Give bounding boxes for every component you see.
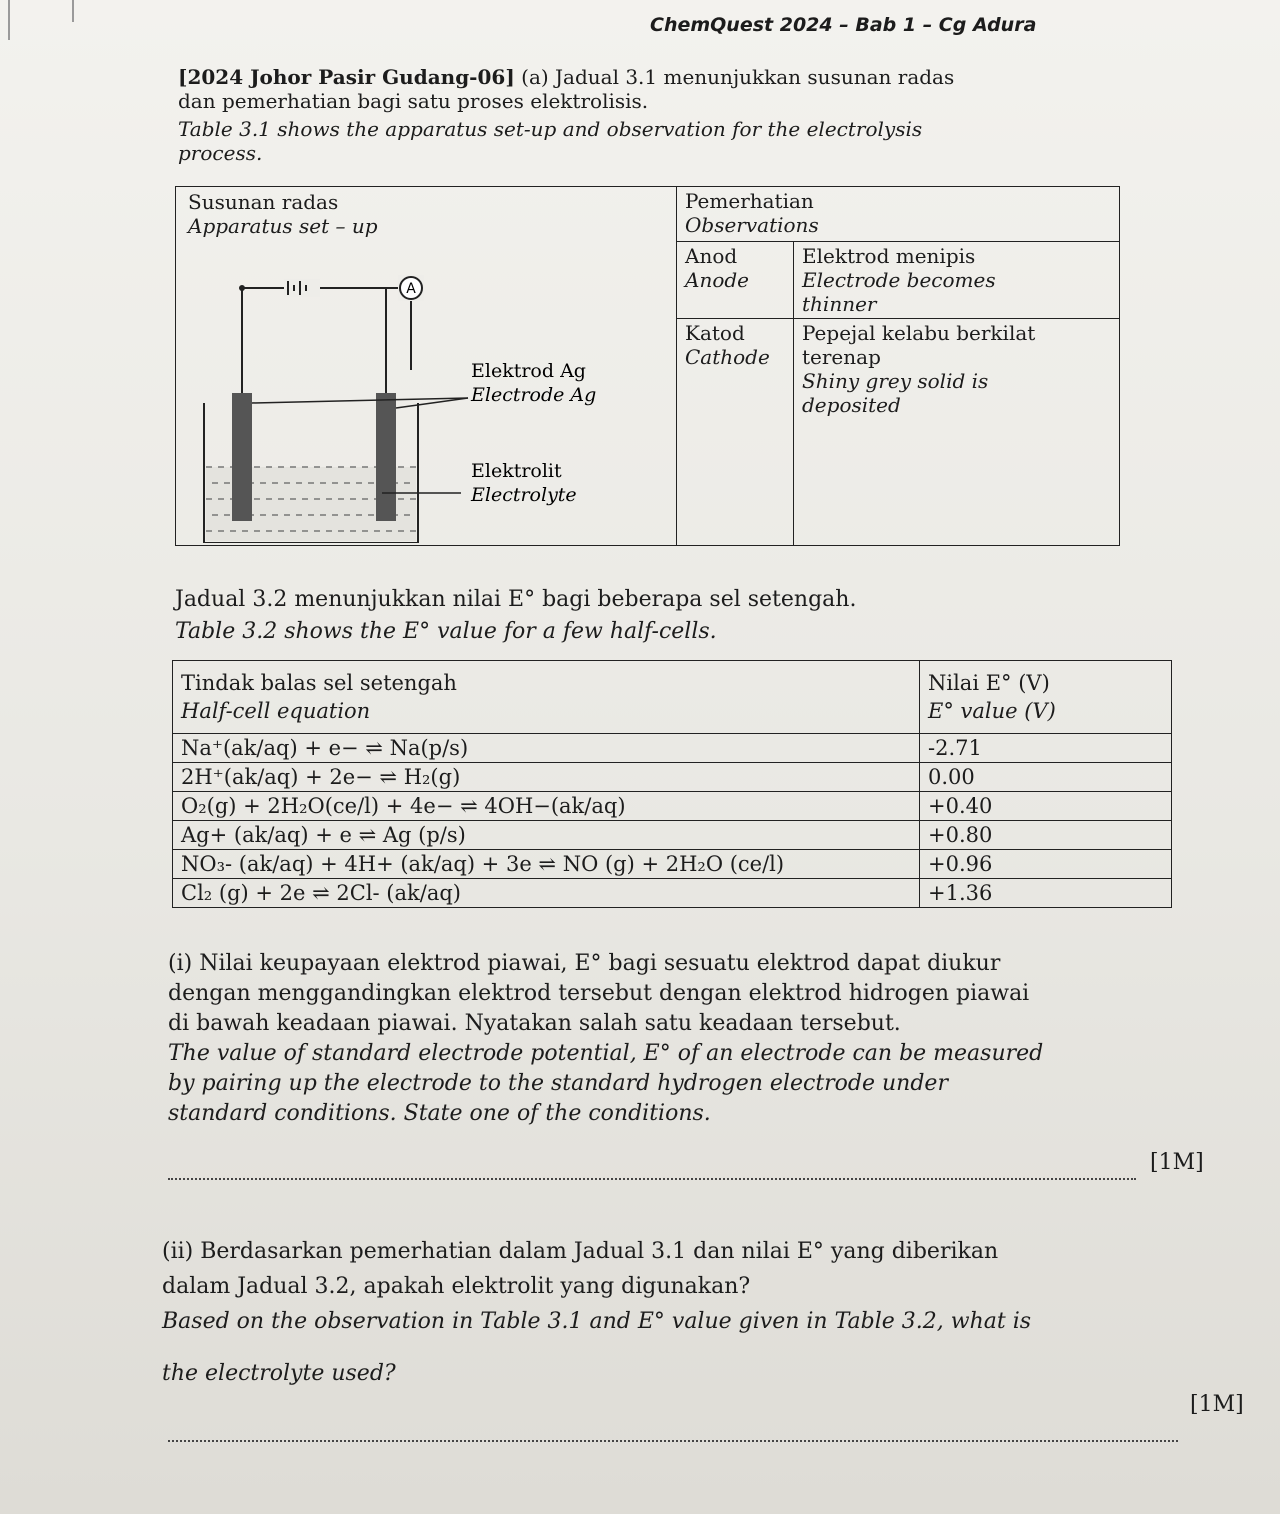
table-row bbox=[173, 879, 1172, 908]
anode-obs-en-1: Electrode becomes bbox=[802, 268, 996, 292]
cathode-observation bbox=[794, 319, 1120, 546]
intro-ms-2: dan pemerhatian bagi satu proses elektrolisis. bbox=[178, 89, 649, 113]
cathode-obs-ms-2: terenap bbox=[802, 345, 881, 369]
q2-ms-2: dalam Jadual 3.2, apakah elektrolit yang digunakan? bbox=[162, 1274, 751, 1299]
switch-icon bbox=[239, 285, 245, 291]
cathode-cell bbox=[677, 319, 794, 546]
obs-header-ms: Pemerhatian bbox=[685, 189, 814, 213]
electrode-left bbox=[232, 393, 252, 521]
q1-en-3: standard conditions. State one of the conditions. bbox=[168, 1101, 711, 1126]
value-cell: -2.71 bbox=[920, 734, 1172, 763]
intro-line-1 bbox=[178, 66, 954, 88]
obs-header-en: Observations bbox=[685, 213, 819, 237]
q2-en-2: the electrolyte used? bbox=[162, 1361, 396, 1386]
value-cell: 0.00 bbox=[920, 763, 1172, 792]
q2-ms-1: (ii) Berdasarkan pemerhatian dalam Jadual 3.1 dan nilai E° yang diberikan bbox=[162, 1239, 999, 1264]
table2-intro-ms: Jadual 3.2 menunjukkan nilai E° bagi beberapa sel setengah. bbox=[175, 587, 857, 612]
cathode-obs-en-2: deposited bbox=[802, 393, 901, 417]
q1-ms-1: (i) Nilai keupayaan elektrod piawai, E° bagi sesuatu elektrod dapat diukur bbox=[168, 951, 1001, 976]
q2-en-1: Based on the observation in Table 3.1 and E° value given in Table 3.2, what is bbox=[162, 1309, 1032, 1334]
table-row bbox=[173, 792, 1172, 821]
anode-obs-ms: Elektrod menipis bbox=[802, 244, 976, 268]
table-row bbox=[173, 734, 1172, 763]
eq-header bbox=[173, 661, 920, 734]
equation-cell: NO₃- (ak/aq) + 4H+ (ak/aq) + 3e ⇌ NO (g) + 2H₂O (ce/l) bbox=[173, 850, 920, 879]
question-source: [2024 Johor Pasir Gudang-06] bbox=[178, 65, 515, 89]
value-header-ms: Nilai E° (V) bbox=[928, 671, 1050, 695]
intro-en-2: process. bbox=[178, 141, 263, 165]
table-row bbox=[173, 850, 1172, 879]
electrode-label-en: Electrode Ag bbox=[471, 384, 597, 406]
anode-obs-en-2: thinner bbox=[802, 292, 877, 316]
cathode-en: Cathode bbox=[685, 345, 770, 369]
value-cell: +0.96 bbox=[920, 850, 1172, 879]
anode-cell bbox=[677, 242, 794, 319]
q2-marks: [1M] bbox=[1190, 1392, 1244, 1417]
value-header-en: E° value (V) bbox=[928, 699, 1056, 723]
intro-en-1: Table 3.1 shows the apparatus set-up and observation for the electrolysis bbox=[178, 117, 923, 141]
electrode-right bbox=[376, 393, 396, 521]
q1-marks: [1M] bbox=[1150, 1150, 1204, 1175]
intro-ms-1: (a) Jadual 3.1 menunjukkan susunan radas bbox=[521, 65, 955, 89]
value-cell: +0.40 bbox=[920, 792, 1172, 821]
equation-cell: O₂(g) + 2H₂O(ce/l) + 4e− ⇌ 4OH−(ak/aq) bbox=[173, 792, 920, 821]
cathode-obs-ms-1: Pepejal kelabu berkilat bbox=[802, 321, 1036, 345]
eq-header-en: Half-cell equation bbox=[181, 699, 371, 723]
page-edge-mark bbox=[72, 0, 74, 22]
anode-observation bbox=[794, 242, 1120, 319]
ammeter-icon bbox=[398, 275, 424, 301]
q1-ms-3: di bawah keadaan piawai. Nyatakan salah satu keadaan tersebut. bbox=[168, 1011, 901, 1036]
equation-cell: Na⁺(ak/aq) + e− ⇌ Na(p/s) bbox=[173, 734, 920, 763]
cathode-obs-en-1: Shiny grey solid is bbox=[802, 369, 989, 393]
q1-ms-2: dengan menggandingkan elektrod tersebut dengan elektrod hidrogen piawai bbox=[168, 981, 1030, 1006]
anode-en: Anode bbox=[685, 268, 750, 292]
electrolyte-label-ms: Elektrolit bbox=[471, 460, 562, 482]
table-3-2 bbox=[172, 660, 1172, 908]
q1-en-1: The value of standard electrode potential, E° of an electrode can be measured bbox=[168, 1041, 1044, 1066]
q1-en-2: by pairing up the electrode to the standard hydrogen electrode under bbox=[168, 1071, 948, 1096]
page-header: ChemQuest 2024 – Bab 1 – Cg Adura bbox=[650, 14, 1037, 36]
table2-intro-en: Table 3.2 shows the E° value for a few half-cells. bbox=[175, 619, 717, 644]
q2-answer-line[interactable] bbox=[168, 1440, 1178, 1442]
setup-header-en: Apparatus set – up bbox=[188, 214, 378, 238]
apparatus-cell bbox=[176, 187, 677, 546]
ammeter-label: A bbox=[406, 281, 416, 297]
electrolysis-diagram bbox=[176, 243, 686, 543]
electrode-label-ms: Elektrod Ag bbox=[471, 360, 586, 382]
anode-ms: Anod bbox=[685, 244, 738, 268]
q1-answer-line[interactable] bbox=[168, 1178, 1136, 1180]
cathode-ms: Katod bbox=[685, 321, 745, 345]
table-3-1 bbox=[175, 186, 1120, 546]
equation-cell: 2H⁺(ak/aq) + 2e− ⇌ H₂(g) bbox=[173, 763, 920, 792]
page-edge-mark bbox=[8, 0, 10, 40]
electrolyte-label-en: Electrolyte bbox=[471, 484, 577, 506]
equation-cell: Ag+ (ak/aq) + e ⇌ Ag (p/s) bbox=[173, 821, 920, 850]
value-cell: +1.36 bbox=[920, 879, 1172, 908]
equation-cell: Cl₂ (g) + 2e ⇌ 2Cl- (ak/aq) bbox=[173, 879, 920, 908]
value-cell: +0.80 bbox=[920, 821, 1172, 850]
setup-header-ms: Susunan radas bbox=[188, 190, 339, 214]
battery-icon bbox=[284, 279, 320, 297]
table-row bbox=[173, 763, 1172, 792]
eq-header-ms: Tindak balas sel setengah bbox=[181, 671, 457, 695]
table-row bbox=[173, 821, 1172, 850]
value-header bbox=[920, 661, 1172, 734]
observations-header bbox=[677, 187, 1120, 242]
